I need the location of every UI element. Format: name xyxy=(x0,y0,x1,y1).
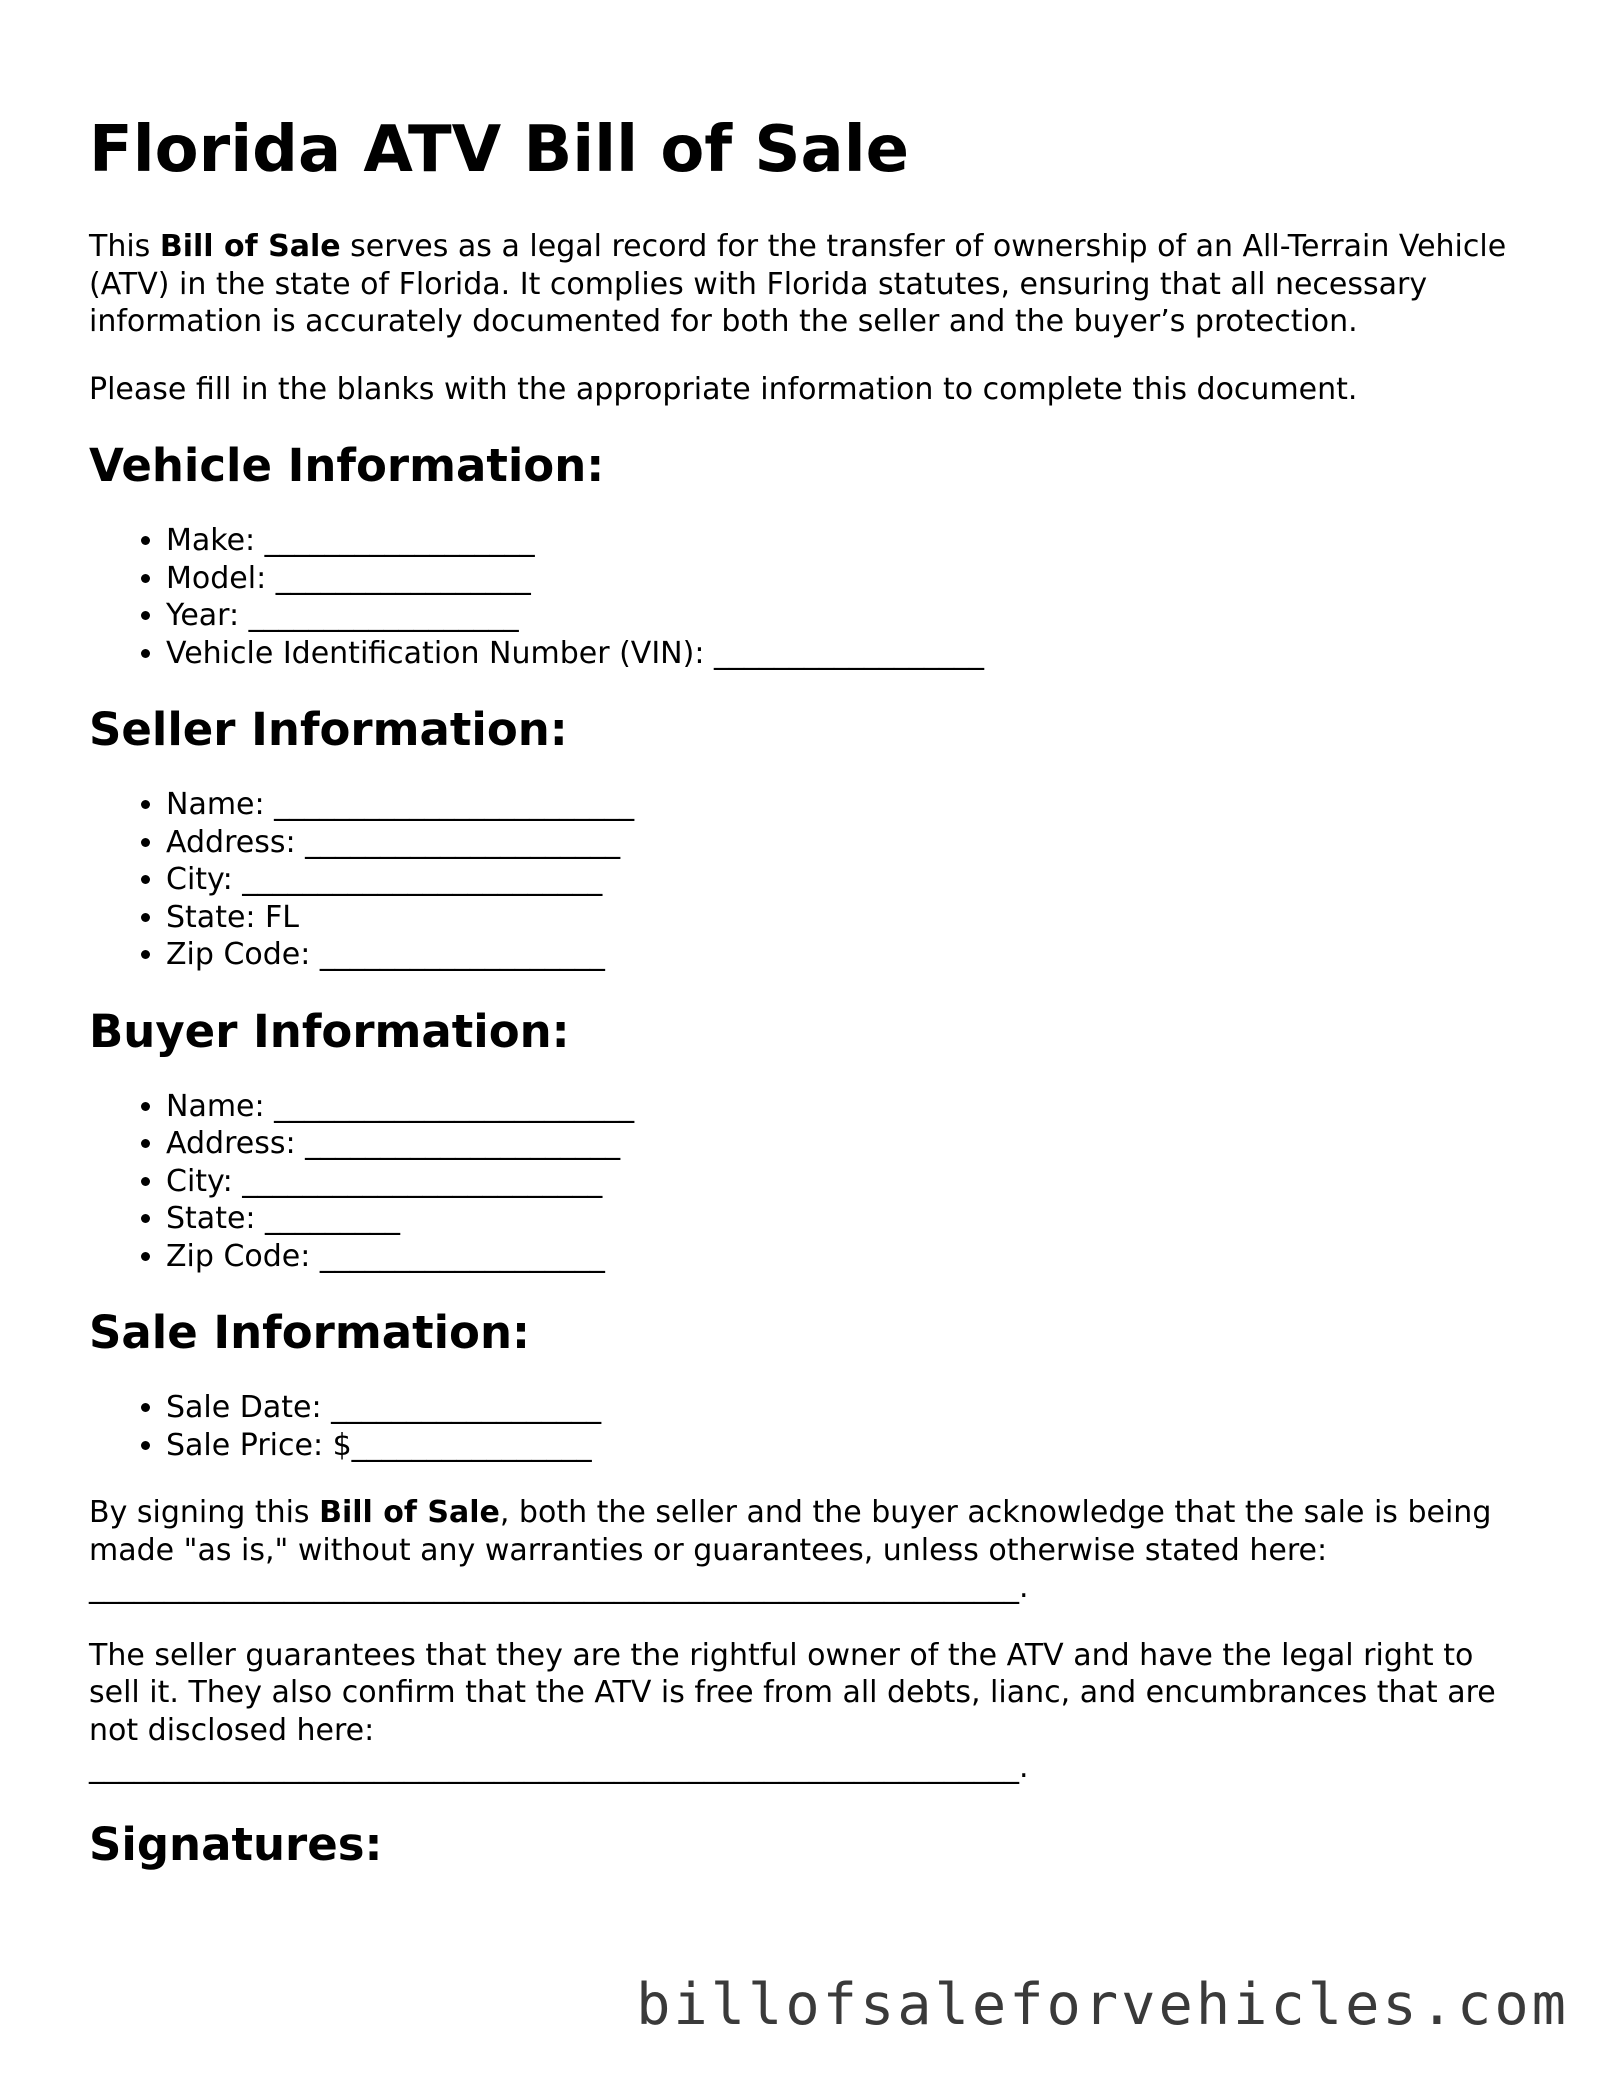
buyer-city-field[interactable]: • City: ________________________ xyxy=(166,1163,1529,1201)
as-is-paragraph xyxy=(89,1494,1529,1607)
guarantee-paragraph xyxy=(89,1637,1529,1787)
watermark: billofsaleforvehicles.com xyxy=(636,1972,1569,2038)
vehicle-make-field[interactable]: • Make: __________________ xyxy=(166,522,1529,560)
instructions-paragraph: Please fill in the blanks with the appropriate information to complete this document. xyxy=(89,371,1358,407)
buyer-name-field[interactable]: • Name: ________________________ xyxy=(166,1088,1529,1126)
sale-price-field[interactable]: • Sale Price: $________________ xyxy=(166,1427,1529,1465)
sale-heading: Sale Information: xyxy=(89,1306,530,1359)
seller-list xyxy=(89,786,1529,974)
intro-text-b: serves as a legal record for the transfer of ownership of an All-Terrain Vehicle (ATV) in the state of Florida. It complies with Florida statutes, ensuring that all necessary information is accurately documented for both the seller and the buyer’s protection. xyxy=(89,229,1507,339)
page-title: Florida ATV Bill of Sale xyxy=(89,113,910,187)
as-is-text-b: , both the seller and the buyer acknowledge that the sale is being made "as is," without any warranties or guarantees, unless otherwise stated here: xyxy=(89,1495,1492,1568)
buyer-zip-field[interactable]: • Zip Code: ___________________ xyxy=(166,1238,1529,1276)
buyer-heading: Buyer Information: xyxy=(89,1004,570,1058)
vehicle-heading: Vehicle Information: xyxy=(89,439,605,492)
guarantee-blank-field[interactable]: ______________________________________________________________. xyxy=(89,1750,1029,1785)
signatures-heading: Signatures: xyxy=(89,1817,383,1871)
vehicle-list xyxy=(89,522,1529,672)
seller-state-field: • State: FL xyxy=(166,899,1529,937)
as-is-blank-field[interactable]: ______________________________________________________________. xyxy=(89,1570,1029,1605)
buyer-address-field[interactable]: • Address: _____________________ xyxy=(166,1125,1529,1163)
seller-zip-field[interactable]: • Zip Code: ___________________ xyxy=(166,936,1529,974)
as-is-bold-term: Bill of Sale xyxy=(319,1495,500,1530)
as-is-text-a: By signing this xyxy=(89,1495,320,1530)
seller-heading: Seller Information: xyxy=(89,703,568,756)
buyer-list xyxy=(89,1088,1529,1276)
seller-city-field[interactable]: • City: ________________________ xyxy=(166,861,1529,899)
seller-name-field[interactable]: • Name: ________________________ xyxy=(166,786,1529,824)
vehicle-vin-field[interactable]: • Vehicle Identification Number (VIN): __________________ xyxy=(166,635,1529,673)
intro-paragraph xyxy=(89,228,1529,341)
seller-address-field[interactable]: • Address: _____________________ xyxy=(166,824,1529,862)
buyer-state-field[interactable]: • State: _________ xyxy=(166,1200,1529,1238)
guarantee-text: The seller guarantees that they are the rightful owner of the ATV and have the legal right to sell it. They also confirm that the ATV is free from all debts, lianc, and encumbrances that are not disclosed here: xyxy=(89,1637,1496,1748)
vehicle-year-field[interactable]: • Year: __________________ xyxy=(166,597,1529,635)
sale-list xyxy=(89,1389,1529,1464)
sale-date-field[interactable]: • Sale Date: __________________ xyxy=(166,1389,1529,1427)
intro-bold-term: Bill of Sale xyxy=(159,229,341,264)
intro-text-a: This xyxy=(89,229,160,264)
document-page xyxy=(89,110,1529,1901)
vehicle-model-field[interactable]: • Model: _________________ xyxy=(166,560,1529,598)
